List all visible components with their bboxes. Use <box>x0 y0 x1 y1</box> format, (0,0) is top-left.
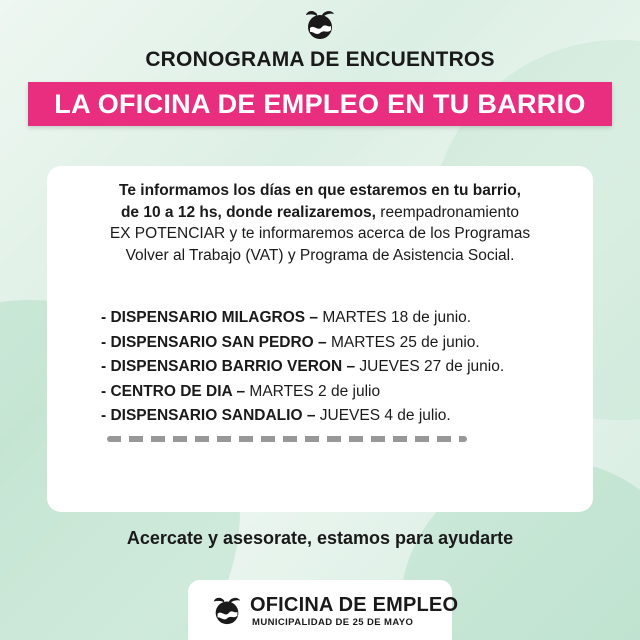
intro-line-2-bold: de 10 a 12 hs, donde realizaremos, <box>120 203 376 221</box>
footer-logo-card <box>188 580 459 640</box>
schedule-date: MARTES 2 de julio <box>245 382 381 400</box>
intro-line-3: EX POTENCIAR y te informaremos acerca de los Programas <box>109 225 531 242</box>
list-item <box>101 380 581 405</box>
schedule-place: - DISPENSARIO SANDALIO – <box>101 407 316 424</box>
footer-office-name: OFICINA DE EMPLEO <box>250 594 459 616</box>
schedule-place: - DISPENSARIO BARRIO VERON – <box>101 358 356 375</box>
schedule-list <box>101 306 581 429</box>
schedule-date: MARTES 18 de junio. <box>318 309 472 326</box>
list-item <box>101 355 581 380</box>
title-banner <box>28 82 612 126</box>
municipality-logo-icon <box>302 8 338 40</box>
schedule-place: - CENTRO DE DIA – <box>101 382 246 400</box>
intro-line-4: Volver al Trabajo (VAT) y Programa de Asistencia Social. <box>125 246 515 264</box>
municipality-logo-icon <box>210 594 244 626</box>
info-card <box>47 166 593 512</box>
schedule-date: MARTES 25 de junio. <box>326 333 480 351</box>
banner-text: LA OFICINA DE EMPLEO EN TU BARRIO <box>54 88 586 119</box>
intro-line-2-rest: reempadronamiento <box>375 203 520 221</box>
schedule-place: - DISPENSARIO SAN PEDRO – <box>101 333 327 351</box>
call-to-action: Acercate y asesorate, estamos para ayudarte <box>126 528 514 548</box>
schedule-date: JUEVES 4 de julio. <box>315 407 451 424</box>
footer-subtitle: MUNICIPALIDAD DE 25 DE MAYO <box>252 617 414 628</box>
list-item <box>101 306 581 331</box>
intro-paragraph <box>47 180 593 266</box>
page-title: CRONOGRAMA DE ENCUENTROS <box>145 48 495 71</box>
intro-line-1: Te informamos los días en que estaremos en tu barrio, <box>119 182 521 199</box>
cut-off-text-line <box>107 436 467 442</box>
list-item <box>101 331 581 356</box>
list-item <box>101 404 581 429</box>
schedule-place: - DISPENSARIO MILAGROS – <box>101 309 319 326</box>
schedule-date: JUEVES 27 de junio. <box>355 358 505 375</box>
